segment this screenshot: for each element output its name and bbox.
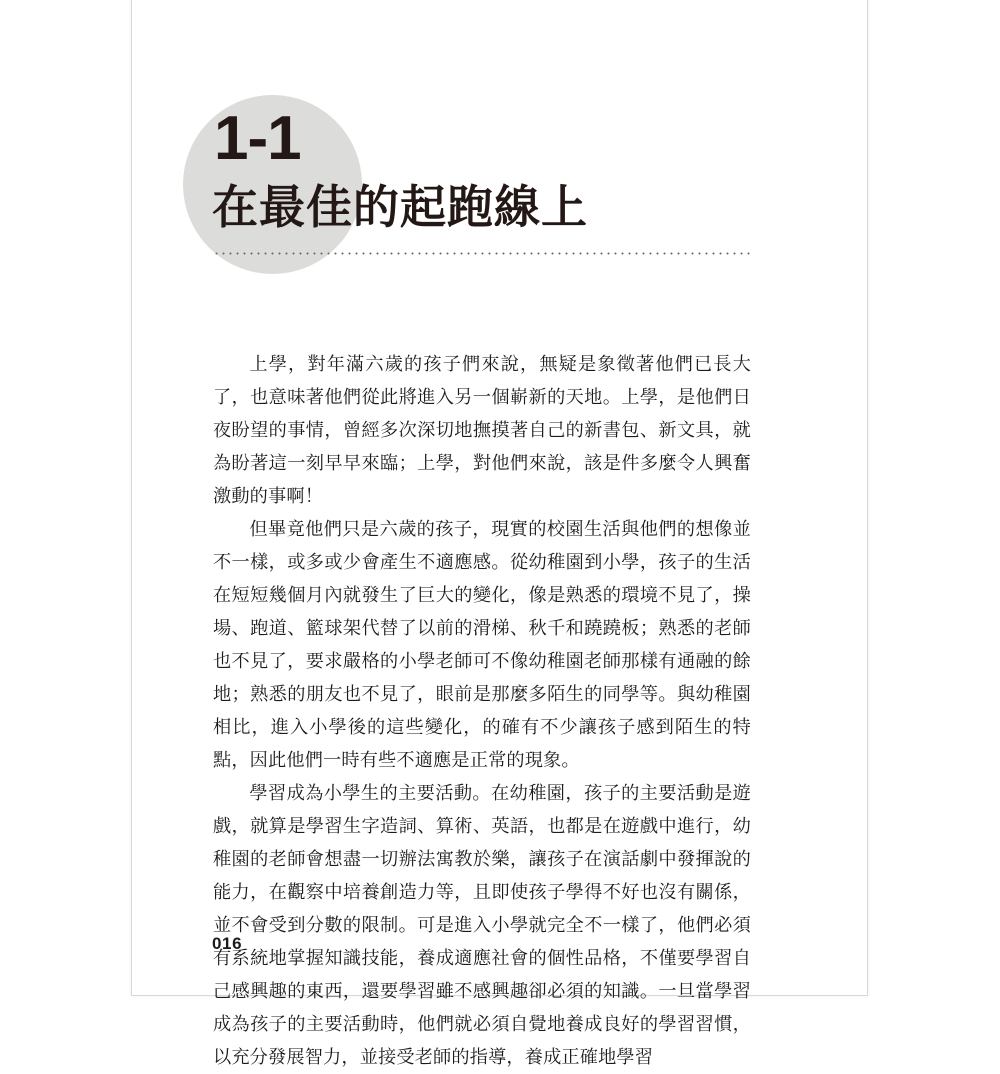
body-paragraph: 學習成為小學生的主要活動。在幼稚園，孩子的主要活動是遊戲，就算是學習生字造詞、算術、英語，也都是在遊戲中進行，幼稚園的老師會想盡一切辦法寓教於樂，讓孩子在演話劇中發揮說的能力，在觀察中培養創造力等，且即使孩子學得不好也沒有關係，並不會受到分數的限制。可是進入小學就完全不一樣了，他們必須有系統地掌握知識技能，養成適應社會的個性品格，不僅要學習自己感興趣的東西，還要學習雖不感興趣卻必須的知識。一旦當學習成為孩子的主要活動時，他們就必須自覺地養成良好的學習習慣，以充分發展智力，並接受老師的指導，養成正確地學習	[213, 783, 751, 1068]
book-page-sheet	[131, 0, 868, 1068]
chapter-divider-dotted-rule	[213, 252, 753, 255]
chapter-header	[132, 0, 869, 296]
body-text	[213, 348, 751, 1074]
chapter-title: 在最佳的起跑線上	[212, 180, 588, 234]
body-paragraph: 但畢竟他們只是六歲的孩子，現實的校園生活與他們的想像並不一樣，或多或少會產生不適應感。從幼稚園到小學，孩子的生活在短短幾個月內就發生了巨大的變化，像是熟悉的環境不見了，操場、跑道、籃球架代替了以前的滑梯、秋千和蹺蹺板；熟悉的老師也不見了，要求嚴格的小學老師可不像幼稚園老師那樣有通融的餘地；熟悉的朋友也不見了，眼前是那麼多陌生的同學等。與幼稚園相比，進入小學後的這些變化，的確有不少讓孩子感到陌生的特點，因此他們一時有些不適應是正常的現象。	[213, 519, 751, 771]
chapter-number: 1-1	[214, 104, 301, 173]
body-paragraph: 上學，對年滿六歲的孩子們來說，無疑是象徵著他們已長大了，也意味著他們從此將進入另一個嶄新的天地。上學，是他們日夜盼望的事情，曾經多次深切地撫摸著自己的新書包、新文具，就為盼著這一刻早早來臨；上學，對他們來說，該是件多麼令人興奮激動的事啊！	[213, 354, 751, 507]
page-number: 016	[212, 934, 243, 953]
